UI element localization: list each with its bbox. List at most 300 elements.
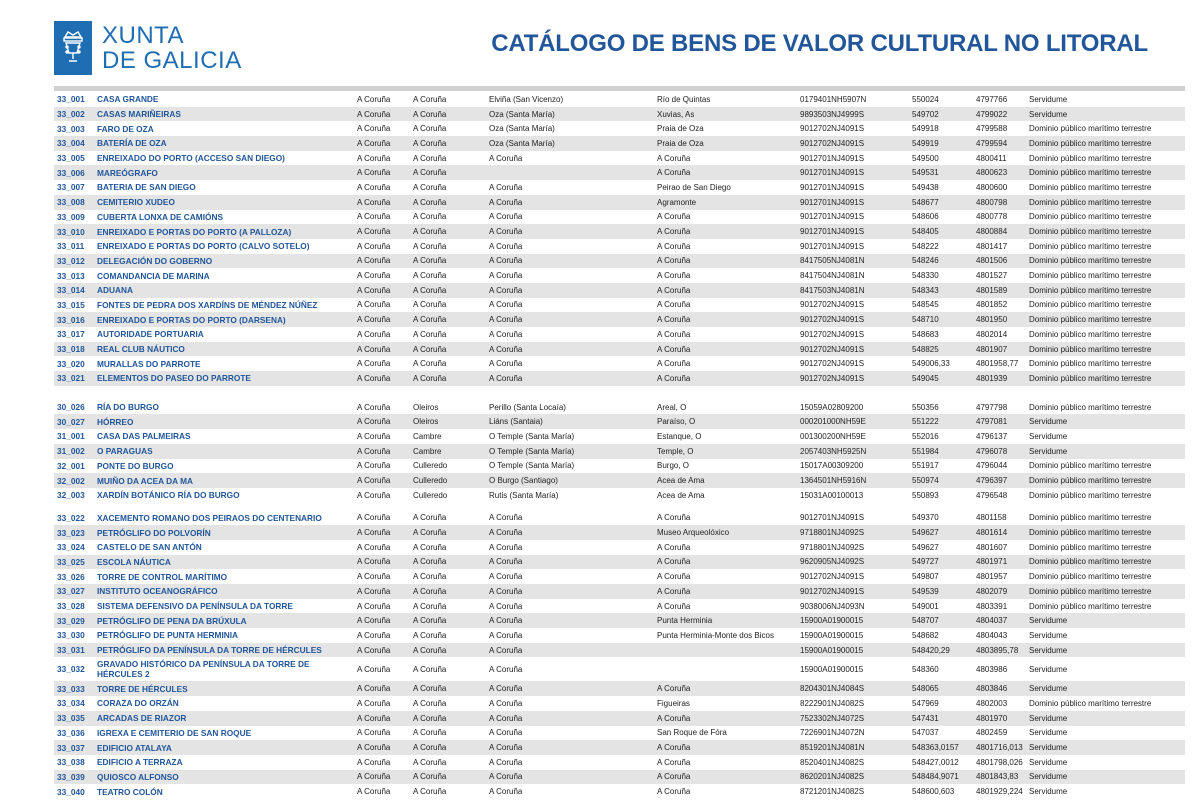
cell-prov: A Coruña bbox=[357, 431, 391, 441]
cell-lug: Figueiras bbox=[657, 698, 690, 708]
cell-y: 4801843,83 bbox=[973, 770, 1026, 785]
cell-prov: A Coruña bbox=[354, 224, 410, 239]
table-row bbox=[54, 92, 1185, 107]
cell-ref: 8417503NJ4081N bbox=[797, 283, 909, 298]
cell-par: A Coruña bbox=[486, 525, 654, 540]
cell-tipo: Dominio público marítimo terrestre bbox=[1026, 312, 1185, 327]
cell-par: A Coruña bbox=[489, 300, 523, 310]
cell-prov: A Coruña bbox=[357, 241, 391, 251]
cell-prov: A Coruña bbox=[354, 555, 410, 570]
cell-tipo: Dominio público marítimo terrestre bbox=[1026, 136, 1185, 151]
cell-name: SISTEMA DEFENSIVO DA PENÍNSULA DA TORRE bbox=[97, 601, 293, 612]
cell-code: 33_014 bbox=[54, 283, 94, 298]
cell-lug: A Coruña bbox=[654, 254, 797, 269]
cell-y: 4803986 bbox=[976, 664, 1008, 674]
cell-lug: A Coruña bbox=[654, 283, 797, 298]
cell-par: O Temple (Santa María) bbox=[489, 431, 575, 441]
cell-tipo: Servidume bbox=[1026, 414, 1185, 429]
cell-x: 548343 bbox=[909, 283, 973, 298]
table-row bbox=[54, 121, 1185, 136]
cell-code: 33_034 bbox=[57, 698, 85, 709]
cell-y: 4796078 bbox=[973, 444, 1026, 459]
cell-par: A Coruña bbox=[486, 224, 654, 239]
header-divider bbox=[54, 86, 1185, 91]
cell-code: 33_005 bbox=[57, 153, 85, 164]
cell-tipo: Servidume bbox=[1026, 770, 1185, 785]
table-row bbox=[54, 283, 1185, 298]
table-row bbox=[54, 613, 1185, 628]
cell-lug: A Coruña bbox=[657, 542, 691, 552]
cell-conc: A Coruña bbox=[413, 124, 447, 134]
cell-ref: 7523302NJ4072S bbox=[797, 711, 909, 726]
cell-lug: Burgo, O bbox=[657, 461, 690, 471]
cell-x: 549918 bbox=[912, 124, 939, 134]
cell-code: 33_036 bbox=[57, 727, 85, 738]
cell-code: 33_037 bbox=[54, 740, 94, 755]
cell-y: 4796137 bbox=[976, 431, 1008, 441]
cell-y: 4802003 bbox=[976, 698, 1008, 708]
cell-ref: 9012701NJ4091S bbox=[800, 153, 865, 163]
cell-name: TORRE DE HÉRCULES bbox=[94, 681, 354, 696]
cell-code: 33_008 bbox=[54, 195, 94, 210]
cell-par: A Coruña bbox=[489, 359, 523, 369]
cell-x: 548246 bbox=[909, 254, 973, 269]
cell-y: 4796397 bbox=[973, 473, 1026, 488]
logo-wordmark bbox=[102, 23, 242, 73]
cell-x: 549006,33 bbox=[912, 359, 950, 369]
table-row bbox=[54, 210, 1185, 225]
cell-par: A Coruña bbox=[486, 312, 654, 327]
cell-conc: A Coruña bbox=[413, 542, 447, 552]
cell-tipo: Dominio público marítimo terrestre bbox=[1029, 124, 1152, 134]
cell-tipo: Dominio público marítimo terrestre bbox=[1029, 461, 1152, 471]
cell-tipo: Dominio público marítimo terrestre bbox=[1026, 283, 1185, 298]
cell-code: 33_030 bbox=[57, 630, 85, 641]
cell-x: 547037 bbox=[912, 728, 939, 738]
cell-lug: Estanque, O bbox=[657, 431, 702, 441]
cell-ref: 9038006NJ4093N bbox=[800, 601, 865, 611]
cell-name: ENREIXADO E PORTAS DO PORTO (DARSENA) bbox=[94, 312, 354, 327]
cell-tipo: Servidume bbox=[1026, 681, 1185, 696]
cell-x: 548222 bbox=[912, 241, 939, 251]
cell-y: 4803391 bbox=[976, 601, 1008, 611]
cell-y: 4802459 bbox=[976, 728, 1008, 738]
table-row bbox=[54, 298, 1185, 313]
table-row bbox=[54, 327, 1185, 342]
table-row bbox=[54, 254, 1185, 269]
cell-par: A Coruña bbox=[486, 681, 654, 696]
cell-prov: A Coruña bbox=[354, 414, 410, 429]
cell-par: A Coruña bbox=[489, 513, 523, 523]
cell-conc: Oleiros bbox=[413, 402, 439, 412]
cell-lug: A Coruña bbox=[654, 312, 797, 327]
cell-x: 551984 bbox=[909, 444, 973, 459]
cell-prov: A Coruña bbox=[357, 542, 391, 552]
cell-y: 4801798,026 bbox=[976, 757, 1023, 767]
cell-y: 4801958,77 bbox=[976, 359, 1019, 369]
cell-prov: A Coruña bbox=[354, 107, 410, 122]
cell-prov: A Coruña bbox=[354, 473, 410, 488]
cell-conc: A Coruña bbox=[413, 601, 447, 611]
cell-code: 33_009 bbox=[57, 211, 85, 222]
cell-code: 30_027 bbox=[54, 414, 94, 429]
catalog-table bbox=[54, 92, 1185, 799]
cell-name: XACEMENTO ROMANO DOS PEIRAOS DO CENTENARIO bbox=[97, 512, 322, 523]
cell-prov: A Coruña bbox=[357, 601, 391, 611]
cell-lug: A Coruña bbox=[654, 224, 797, 239]
cell-tipo: Dominio público marítimo terrestre bbox=[1029, 359, 1152, 369]
cell-code: 33_021 bbox=[54, 371, 94, 386]
cell-y: 4801852 bbox=[976, 300, 1008, 310]
cell-ref: 9012702NJ4091S bbox=[800, 572, 865, 582]
cell-name: XARDÍN BOTÁNICO RÍA DO BURGO bbox=[97, 490, 240, 501]
cell-prov: A Coruña bbox=[357, 271, 391, 281]
cell-code: 33_010 bbox=[54, 224, 94, 239]
table-row bbox=[54, 459, 1185, 474]
cell-y: 4800884 bbox=[973, 224, 1026, 239]
cell-par: A Coruña bbox=[489, 664, 523, 674]
cell-code: 33_029 bbox=[54, 613, 94, 628]
cell-y: 4800411 bbox=[976, 153, 1007, 163]
cell-lug bbox=[654, 657, 797, 681]
cell-ref: 15059A02809200 bbox=[800, 402, 864, 412]
table-row bbox=[54, 195, 1185, 210]
cell-name: ENREIXADO E PORTAS DO PORTO (A PALLOZA) bbox=[94, 224, 354, 239]
cell-tipo: Servidume bbox=[1029, 94, 1068, 104]
cell-prov: A Coruña bbox=[357, 461, 391, 471]
cell-ref: 15017A00309200 bbox=[800, 461, 864, 471]
cell-par: Liáns (Santaia) bbox=[486, 414, 654, 429]
cell-x: 550893 bbox=[912, 490, 939, 500]
cell-ref: 9012702NJ4091S bbox=[800, 124, 865, 134]
cell-prov: A Coruña bbox=[354, 444, 410, 459]
cell-conc: A Coruña bbox=[413, 698, 447, 708]
cell-prov: A Coruña bbox=[357, 664, 391, 674]
table-row bbox=[54, 696, 1185, 711]
cell-x: 548600,603 bbox=[912, 787, 955, 797]
cell-code: 33_007 bbox=[57, 182, 85, 193]
cell-ref: 15900A01900015 bbox=[800, 664, 864, 674]
cell-prov: A Coruña bbox=[357, 402, 391, 412]
cell-x: 548683 bbox=[912, 329, 939, 339]
cell-name: HÓRREO bbox=[94, 414, 354, 429]
cell-y: 4802079 bbox=[973, 584, 1026, 599]
cell-prov: A Coruña bbox=[357, 359, 391, 369]
cell-name: ENREIXADO E PORTAS DO PORTO (CALVO SOTELO) bbox=[97, 241, 310, 252]
cell-tipo: Dominio público marítimo terrestre bbox=[1029, 241, 1152, 251]
cell-name: PONTE DO BURGO bbox=[97, 460, 174, 471]
table-row bbox=[54, 239, 1185, 254]
cell-lug: Agramonte bbox=[654, 195, 797, 210]
cell-prov: A Coruña bbox=[357, 94, 391, 104]
cell-code: 33_035 bbox=[54, 711, 94, 726]
cell-lug: A Coruña bbox=[654, 342, 797, 357]
cell-ref: 0179401NH5907N bbox=[800, 94, 867, 104]
cell-par: Elviña (San Vicenzo) bbox=[489, 94, 564, 104]
cell-name: ELEMENTOS DO PASEO DO PARROTE bbox=[94, 371, 354, 386]
cell-lug: A Coruña bbox=[657, 359, 691, 369]
page-header bbox=[0, 0, 1200, 90]
cell-ref: 9012702NJ4091S bbox=[797, 136, 909, 151]
cell-conc: A Coruña bbox=[410, 555, 486, 570]
cell-name: ARCADAS DE RIAZOR bbox=[94, 711, 354, 726]
cell-x: 549702 bbox=[909, 107, 973, 122]
cell-conc: Cambre bbox=[410, 444, 486, 459]
cell-tipo: Servidume bbox=[1029, 431, 1068, 441]
cell-par: A Coruña bbox=[489, 630, 523, 640]
table-row bbox=[54, 312, 1185, 327]
table-row bbox=[54, 136, 1185, 151]
cell-tipo: Dominio público marítimo terrestre bbox=[1026, 525, 1185, 540]
cell-tipo: Dominio público marítimo terrestre bbox=[1029, 572, 1152, 582]
cell-y: 4796044 bbox=[976, 461, 1008, 471]
cell-name: PETRÓGLIFO DE PUNTA HERMINIA bbox=[97, 630, 239, 641]
cell-x: 548427,0012 bbox=[912, 757, 959, 767]
cell-ref: 9012702NJ4091S bbox=[797, 312, 909, 327]
cell-x: 550974 bbox=[909, 473, 973, 488]
cell-ref: 000201000NH59E bbox=[797, 414, 909, 429]
table-row bbox=[54, 414, 1185, 429]
cell-ref: 9718801NJ4092S bbox=[797, 525, 909, 540]
cell-par: Oza (Santa María) bbox=[486, 107, 654, 122]
table-row bbox=[54, 599, 1185, 614]
table-row bbox=[54, 180, 1185, 195]
cell-x: 549807 bbox=[912, 572, 939, 582]
cell-prov: A Coruña bbox=[357, 182, 391, 192]
cell-lug bbox=[654, 643, 797, 658]
cell-ref: 15900A01900015 bbox=[797, 613, 909, 628]
cell-code: 33_039 bbox=[54, 770, 94, 785]
cell-conc: A Coruña bbox=[410, 525, 486, 540]
cell-conc: A Coruña bbox=[410, 711, 486, 726]
cell-conc: A Coruña bbox=[413, 94, 447, 104]
cell-par: Oza (Santa María) bbox=[489, 124, 555, 134]
cell-prov: A Coruña bbox=[357, 153, 391, 163]
cell-code: 33_016 bbox=[54, 312, 94, 327]
table-row bbox=[54, 726, 1185, 741]
cell-x: 549500 bbox=[912, 153, 939, 163]
table-row bbox=[54, 628, 1185, 643]
cell-y: 4801970 bbox=[973, 711, 1026, 726]
cell-conc: A Coruña bbox=[413, 182, 447, 192]
cell-x: 549370 bbox=[912, 513, 939, 523]
cell-code: 33_022 bbox=[57, 512, 85, 523]
cell-tipo: Dominio público marítimo terrestre bbox=[1026, 165, 1185, 180]
cell-tipo: Servidume bbox=[1029, 664, 1068, 674]
cell-name: MAREÓGRAFO bbox=[94, 165, 354, 180]
cell-prov: A Coruña bbox=[354, 584, 410, 599]
cell-code: 33_033 bbox=[54, 681, 94, 696]
cell-par: A Coruña bbox=[489, 241, 523, 251]
cell-conc: Culleredo bbox=[413, 490, 448, 500]
cell-tipo: Dominio público marítimo terrestre bbox=[1029, 271, 1152, 281]
cell-conc: A Coruña bbox=[410, 371, 486, 386]
table-row bbox=[54, 555, 1185, 570]
cell-tipo: Dominio público marítimo terrestre bbox=[1029, 329, 1152, 339]
cell-ref: 7226901NJ4072N bbox=[800, 728, 865, 738]
cell-lug: San Roque de Fóra bbox=[657, 728, 727, 738]
cell-x: 548606 bbox=[912, 212, 939, 222]
cell-name: COMANDANCIA DE MARINA bbox=[97, 270, 210, 281]
cell-y: 4797766 bbox=[976, 94, 1008, 104]
cell-code: 32_001 bbox=[57, 460, 85, 471]
cell-y: 4797798 bbox=[976, 402, 1008, 412]
cell-code: 33_002 bbox=[54, 107, 94, 122]
cell-code: 33_020 bbox=[57, 358, 85, 369]
table-row bbox=[54, 569, 1185, 584]
cell-lug: A Coruña bbox=[657, 300, 691, 310]
table-row bbox=[54, 540, 1185, 555]
cell-x: 549627 bbox=[909, 525, 973, 540]
cell-conc: A Coruña bbox=[413, 757, 447, 767]
cell-ref: 9012702NJ4091S bbox=[800, 329, 865, 339]
cell-x: 551222 bbox=[909, 414, 973, 429]
xunta-logo bbox=[54, 20, 242, 76]
cell-par: A Coruña bbox=[489, 698, 523, 708]
cell-conc: Cambre bbox=[413, 431, 442, 441]
table-row bbox=[54, 755, 1185, 770]
cell-lug: Temple, O bbox=[654, 444, 797, 459]
cell-x: 548484,9071 bbox=[909, 770, 973, 785]
cell-x: 548363,0157 bbox=[909, 740, 973, 755]
cell-tipo: Dominio público marítimo terrestre bbox=[1026, 473, 1185, 488]
table-row bbox=[54, 342, 1185, 357]
cell-tipo: Servidume bbox=[1029, 787, 1068, 797]
cell-y: 4799588 bbox=[976, 124, 1008, 134]
cell-conc: A Coruña bbox=[410, 613, 486, 628]
cell-name: EDIFICIO ATALAYA bbox=[94, 740, 354, 755]
cell-par: A Coruña bbox=[486, 613, 654, 628]
cell-conc: A Coruña bbox=[413, 572, 447, 582]
cell-y: 4803846 bbox=[973, 681, 1026, 696]
cell-code: 32_003 bbox=[57, 490, 85, 501]
cell-lug: A Coruña bbox=[657, 241, 691, 251]
table-row bbox=[54, 107, 1185, 122]
cell-name: CEMITERIO XUDEO bbox=[94, 195, 354, 210]
cell-lug: A Coruña bbox=[654, 555, 797, 570]
table-row bbox=[54, 165, 1185, 180]
cell-ref: 9012702NJ4091S bbox=[800, 359, 865, 369]
cell-par: A Coruña bbox=[486, 770, 654, 785]
cell-x: 548360 bbox=[912, 664, 939, 674]
table-row bbox=[54, 371, 1185, 386]
cell-tipo: Servidume bbox=[1026, 444, 1185, 459]
cell-tipo: Servidume bbox=[1029, 728, 1068, 738]
cell-name: ESCOLA NÁUTICA bbox=[94, 555, 354, 570]
cell-tipo: Dominio público marítimo terrestre bbox=[1029, 182, 1152, 192]
cell-ref: 8417504NJ4081N bbox=[800, 271, 865, 281]
cell-ref: 8222901NJ4082S bbox=[800, 698, 865, 708]
cell-tipo: Dominio público marítimo terrestre bbox=[1029, 402, 1152, 412]
cell-ref: 9012701NJ4091S bbox=[800, 182, 865, 192]
table-spacer-row bbox=[54, 503, 1185, 511]
cell-prov: A Coruña bbox=[354, 711, 410, 726]
cell-par bbox=[486, 165, 654, 180]
cell-conc: A Coruña bbox=[413, 728, 447, 738]
cell-ref: 8620201NJ4082S bbox=[797, 770, 909, 785]
cell-lug: A Coruña bbox=[657, 153, 691, 163]
cell-prov: A Coruña bbox=[357, 787, 391, 797]
cell-x: 548682 bbox=[912, 630, 939, 640]
cell-par: A Coruña bbox=[489, 212, 523, 222]
cell-name: DELEGACIÓN DO GOBERNO bbox=[94, 254, 354, 269]
cell-name: GRAVADO HISTÓRICO DA PENÍNSULA DA TORRE DE HÉRCULES 2 bbox=[97, 659, 310, 680]
cell-ref: 15900A01900015 bbox=[797, 643, 909, 658]
cell-conc: A Coruña bbox=[413, 787, 447, 797]
cell-ref: 1364501NH5916N bbox=[797, 473, 909, 488]
cell-y: 4801950 bbox=[973, 312, 1026, 327]
cell-prov: A Coruña bbox=[357, 728, 391, 738]
cell-prov: A Coruña bbox=[354, 136, 410, 151]
cell-par: A Coruña bbox=[489, 787, 523, 797]
cell-y: 4799594 bbox=[973, 136, 1026, 151]
cell-lug: Praia de Oza bbox=[657, 124, 704, 134]
cell-conc: A Coruña bbox=[410, 254, 486, 269]
logo-line-1: XUNTA bbox=[102, 22, 185, 49]
cell-x: 548405 bbox=[909, 224, 973, 239]
cell-code: 33_031 bbox=[54, 643, 94, 658]
cell-y: 4801957 bbox=[976, 572, 1008, 582]
cell-prov: A Coruña bbox=[357, 490, 391, 500]
cell-x: 547431 bbox=[909, 711, 973, 726]
cell-prov: A Coruña bbox=[354, 770, 410, 785]
cell-prov: A Coruña bbox=[354, 165, 410, 180]
cell-x: 549627 bbox=[912, 542, 939, 552]
cell-x: 547969 bbox=[912, 698, 939, 708]
cell-lug: A Coruña bbox=[657, 329, 691, 339]
cell-tipo: Dominio público marítimo terrestre bbox=[1029, 212, 1152, 222]
cell-lug: Acea de Ama bbox=[654, 473, 797, 488]
cell-conc: A Coruña bbox=[410, 107, 486, 122]
cell-x: 548825 bbox=[909, 342, 973, 357]
cell-y: 4802014 bbox=[976, 329, 1008, 339]
cell-prov: A Coruña bbox=[354, 342, 410, 357]
cell-ref: 9012702NJ4091S bbox=[797, 584, 909, 599]
cell-par: A Coruña bbox=[486, 254, 654, 269]
cell-y: 4804037 bbox=[973, 613, 1026, 628]
cell-code: 33_025 bbox=[54, 555, 94, 570]
cell-lug: A Coruña bbox=[657, 271, 691, 281]
cell-conc: A Coruña bbox=[410, 165, 486, 180]
cell-ref: 9012702NJ4091S bbox=[797, 342, 909, 357]
table-row bbox=[54, 643, 1185, 658]
cell-par: A Coruña bbox=[486, 643, 654, 658]
cell-par: A Coruña bbox=[486, 342, 654, 357]
cell-code: 33_038 bbox=[57, 757, 85, 768]
cell-name: FONTES DE PEDRA DOS XARDÍNS DE MÉNDEZ NÚÑEZ bbox=[97, 299, 318, 310]
cell-y: 4801929,224 bbox=[976, 787, 1023, 797]
table-row bbox=[54, 681, 1185, 696]
cell-par: A Coruña bbox=[489, 601, 523, 611]
cell-y: 4800600 bbox=[976, 182, 1008, 192]
cell-conc: A Coruña bbox=[410, 224, 486, 239]
cell-par: A Coruña bbox=[489, 182, 523, 192]
cell-ref: 2057403NH5925N bbox=[797, 444, 909, 459]
cell-conc: A Coruña bbox=[413, 359, 447, 369]
cell-par: A Coruña bbox=[489, 757, 523, 767]
cell-name: PETRÓGLIFO DE PENA DA BRÚXULA bbox=[94, 613, 354, 628]
xunta-shield-icon bbox=[54, 21, 92, 75]
table-row bbox=[54, 711, 1185, 726]
cell-lug: A Coruña bbox=[657, 787, 691, 797]
cell-code: 33_018 bbox=[54, 342, 94, 357]
cell-lug: A Coruña bbox=[654, 711, 797, 726]
cell-tipo: Dominio público marítimo terrestre bbox=[1029, 490, 1152, 500]
cell-ref: 9012702NJ4091S bbox=[800, 300, 865, 310]
cell-x: 550356 bbox=[912, 402, 939, 412]
cell-prov: A Coruña bbox=[354, 740, 410, 755]
cell-ref: 9012701NJ4091S bbox=[797, 165, 909, 180]
